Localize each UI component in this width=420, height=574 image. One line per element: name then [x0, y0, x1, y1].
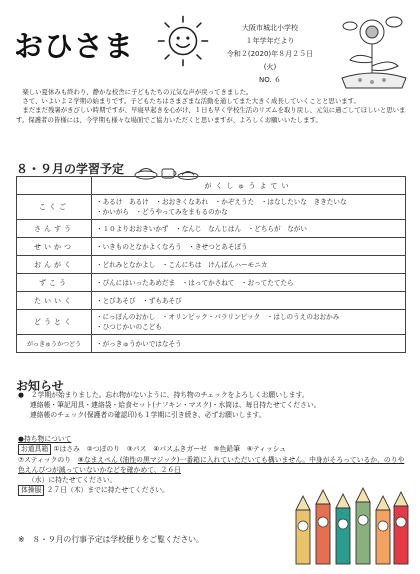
subject-cell: ずこう	[17, 274, 92, 292]
subject-cell: どうとく	[17, 310, 92, 335]
notice-text: 連絡帳・筆記用具・連絡袋・給食セット(ナフキン・マスク)・水筒は、毎日持たせてください。	[30, 401, 321, 409]
footer-note: ※ ８・９月の行事予定は学校便りをご覧ください。	[18, 535, 204, 544]
table-row	[17, 195, 406, 220]
schedule-table	[16, 176, 406, 353]
header	[14, 6, 406, 86]
tool-box-line	[18, 455, 406, 475]
issue-date: 令和２(2020)年８月２５日(火)	[226, 50, 314, 71]
subject-cell: さんすう	[17, 220, 92, 238]
subject-cell: がっきゅうかつどう	[17, 335, 92, 353]
tool-box-label: お道具箱	[18, 444, 51, 455]
tool-list: ①はさみ ②つぼのり ③パス ④パスふきガーゼ ⑤色鉛筆 ⑥ティッシュ	[53, 445, 287, 453]
sunflower-illustration	[332, 6, 414, 92]
table-row	[17, 292, 406, 310]
subject-cell: おんがく	[17, 256, 92, 274]
gym-clothes-label: 体操服	[18, 485, 44, 496]
subject-cell: こくご	[17, 195, 92, 220]
table-header-blank	[17, 177, 92, 195]
pencil-kids-illustration	[290, 480, 412, 570]
tool-note-end: （水）に持たせてください。	[28, 476, 117, 484]
subject-cell: せいかつ	[17, 238, 92, 256]
table-header: がくしゅうよてい	[92, 177, 406, 195]
content-cell: ・びんにはいったあめだま ・はってかさねて ・おってたてたら	[92, 274, 406, 292]
school-info	[222, 22, 318, 87]
gym-clothes-text: ２７日（木）までに持たせてください。	[46, 486, 169, 494]
content-line: ・かいがら ・どうやってみをまもるのかな	[96, 208, 228, 216]
table-row	[17, 256, 406, 274]
smiling-sun-icon	[154, 12, 212, 70]
subject-cell: たいいく	[17, 292, 92, 310]
tool-box-line	[18, 444, 406, 455]
notice-belongings-check	[18, 390, 406, 420]
schedule-title: ８・９月の学習予定	[16, 162, 125, 176]
content-cell: ・がっきゅうかいではなそう	[92, 335, 406, 353]
school-name: 大阪市城北小学校	[242, 24, 298, 32]
notice-text: 連絡帳のチェック(保護者の確認印)も１学期に引き続き、必ずお願いします。	[30, 411, 266, 419]
table-row	[17, 274, 406, 292]
tool-list-underlined: ⑧なまえぺん (油性の黒マジック)	[77, 456, 180, 464]
tool-list: ⑦スティックのり	[18, 456, 78, 464]
intro-text	[16, 88, 406, 125]
content-line: ・にっぽんのおかし ・オリンピック・パラリンピック ・はしのうえのおおかみ	[96, 313, 340, 321]
content-cell: ・１０よりおおきいかず ・なんじ なんじはん ・どちらが ながい	[92, 220, 406, 238]
table-row	[17, 310, 406, 335]
intro-paragraph: 楽しい夏休みも終わり、静かな校舎に子どもたちの元気な声が戻ってきました。	[16, 88, 253, 96]
newsletter-title: おひさま	[14, 29, 135, 63]
content-line: ・ひつじかいのこども	[96, 323, 162, 331]
notice-heading: ●持ち物について	[18, 435, 72, 443]
intro-paragraph: さて、いよいよ２学期の始まりです。子どもたちはさまざまな活動を通してまた大きく成長していくことと思います。	[16, 97, 360, 106]
notice-text: ● ２学期が始まりました。忘れ物がないように、持ち物のチェックをよろしくお願いします。	[18, 391, 309, 399]
content-cell: ・いきものとなかよくなろう ・きせつとあそぼう	[92, 238, 406, 256]
table-row	[17, 335, 406, 353]
tool-note: 一番箱に入れていただいても構いません。中身がそろっているか、のりや色えんぴつが減っていないかなどを確かめて、２６日	[18, 456, 405, 474]
content-cell: ・どれみとなかよし ・こんにちは けんばんハーモニカ	[92, 256, 406, 274]
issue-number: NO. ６	[259, 76, 281, 84]
content-cell	[92, 195, 406, 220]
table-row	[17, 238, 406, 256]
intro-paragraph: まだまだ残暑がきびしい時期ですが、早寝早起きを心がけ、１日も早く学校生活のリズムを取り戻し、元気に過ごしてほしいと思います。保護者の皆様には、今学期も様々な場面でご協力いただくと思いますが、よろしくお願いいたします。	[16, 106, 406, 124]
content-cell: ・とびあそび ・ずもあそび	[92, 292, 406, 310]
content-line: ・あるけ あるけ ・おおきくなあれ ・かぞえうた ・はなしたいな ききたいな	[96, 198, 347, 206]
newsletter-name: １年学年だより	[245, 37, 295, 45]
table-row	[17, 220, 406, 238]
content-cell	[92, 310, 406, 335]
notice-title: お知らせ	[16, 379, 64, 393]
